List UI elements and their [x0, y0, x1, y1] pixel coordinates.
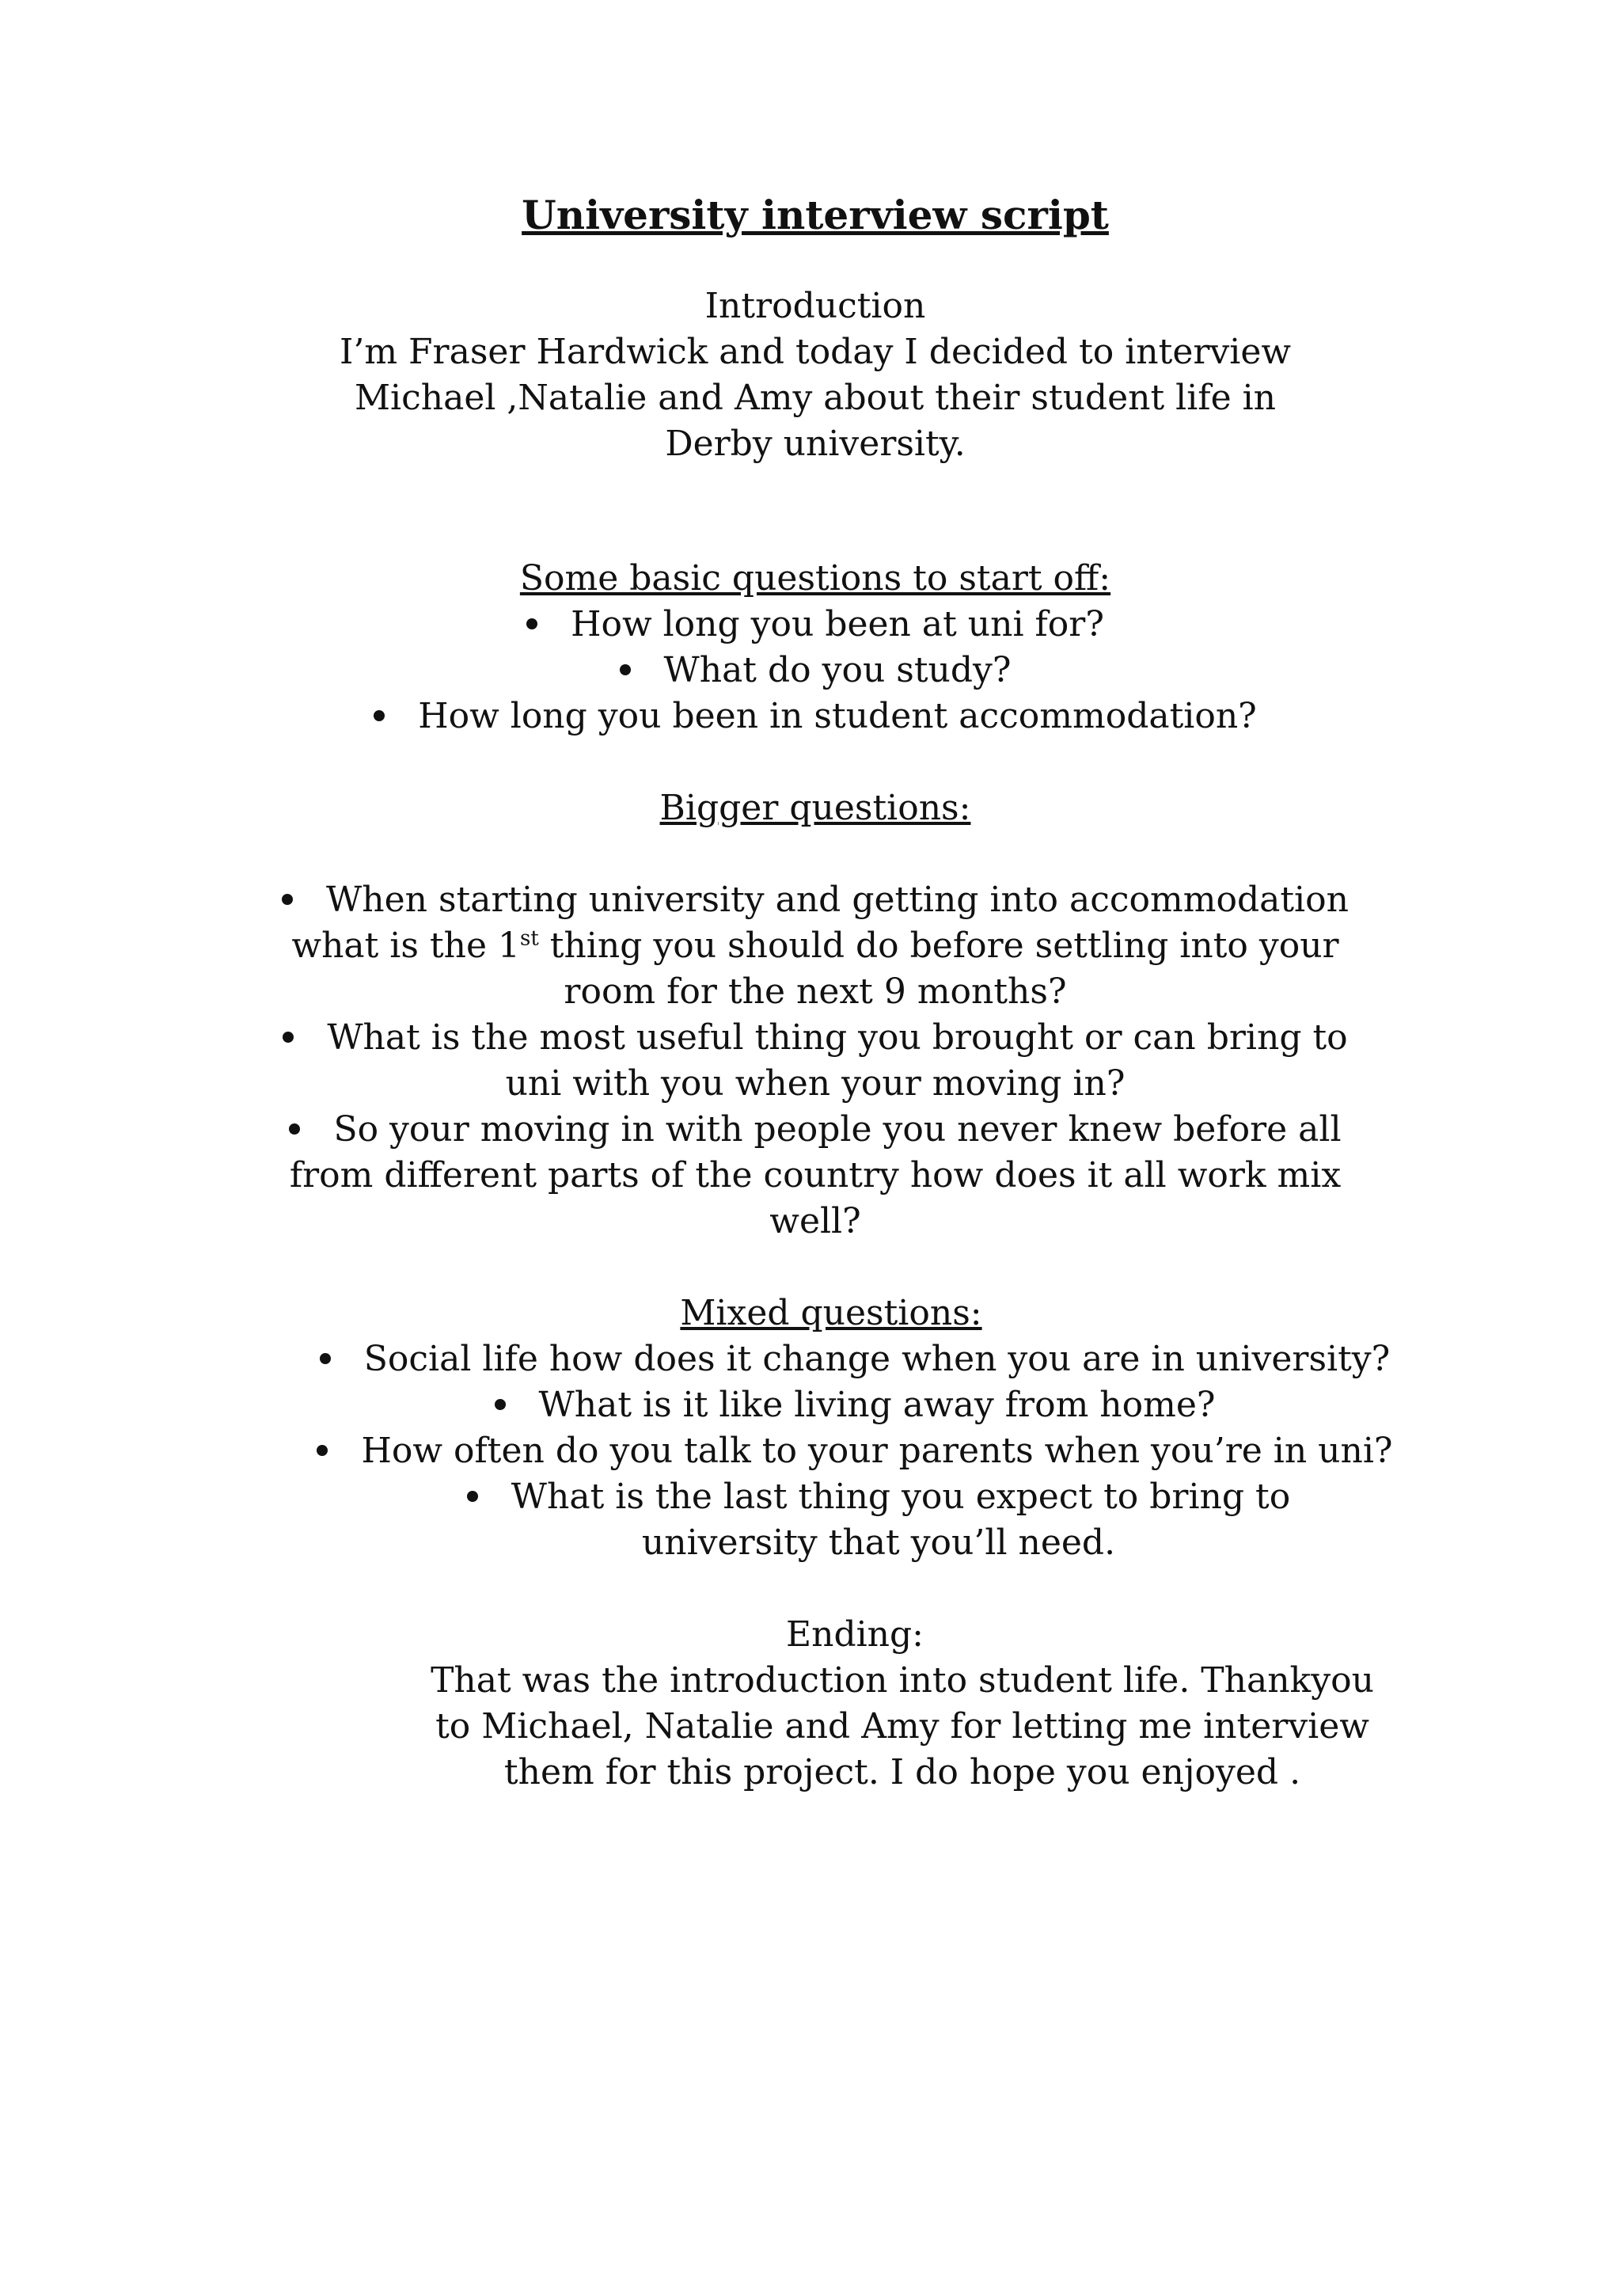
ending-text: That was the introduction into student life. Thankyou to Michael, Natalie and Amy for letting me interview them for this project. I do hope you enjoyed .: [431, 1660, 1374, 1792]
list-item: [206, 1107, 1425, 1245]
mixed-question-1: Social life how does it change when you are in university?: [363, 1339, 1391, 1379]
ending-heading: Ending:: [785, 1614, 924, 1655]
bullet-icon: [467, 1491, 478, 1502]
bullet-icon: [374, 710, 385, 721]
basic-question-1: How long you been at uni for?: [571, 604, 1104, 644]
bigger-question-1-superscript: st: [519, 926, 539, 951]
list-item: [285, 1428, 1425, 1474]
bigger-question-1-part-a: When starting university and getting into accommodation what is the 1: [291, 880, 1349, 966]
bigger-questions-heading: Bigger questions:: [659, 788, 971, 828]
mixed-question-4: What is the last thing you expect to bring to university that you’ll need.: [511, 1477, 1291, 1563]
list-item: [206, 877, 1425, 1015]
basic-question-3: How long you been in student accommodation?: [418, 696, 1257, 736]
bigger-question-3: So your moving in with people you never knew before all from different parts of the country how does it all work mix well?: [289, 1109, 1342, 1241]
bigger-question-2: What is the most useful thing you brought or can bring to uni with you when your moving in?: [327, 1017, 1348, 1104]
bullet-icon: [526, 618, 537, 629]
list-item: [285, 1382, 1425, 1428]
bigger-question-1: [291, 880, 1349, 1012]
intro-heading: Introduction: [704, 286, 926, 326]
list-item: [206, 694, 1425, 739]
list-item: [206, 1015, 1425, 1107]
mixed-questions-heading: Mixed questions:: [680, 1293, 982, 1333]
list-item: [285, 1474, 1425, 1566]
bullet-icon: [289, 1123, 300, 1135]
bullet-icon: [282, 894, 293, 905]
basic-questions-list: [206, 602, 1425, 739]
list-item: [285, 1336, 1425, 1382]
bullet-icon: [320, 1353, 331, 1364]
document-title: University interview script: [522, 192, 1109, 238]
mixed-question-2: What is it like living away from home?: [538, 1385, 1216, 1425]
bullet-icon: [317, 1445, 328, 1456]
mixed-question-3: How often do you talk to your parents when you’re in uni?: [361, 1431, 1393, 1471]
intro-text: I’m Fraser Hardwick and today I decided to interview Michael ,Natalie and Amy about their student life in Derby university.: [339, 332, 1292, 464]
bullet-icon: [495, 1399, 506, 1410]
document-content: [206, 190, 1425, 1796]
bigger-questions-list: [206, 877, 1425, 1245]
mixed-questions-list: [206, 1336, 1425, 1566]
bigger-question-1-part-b: thing you should do before settling into your room for the next 9 months?: [538, 926, 1339, 1012]
bullet-icon: [283, 1032, 294, 1043]
basic-question-2: What do you study?: [663, 650, 1012, 690]
basic-questions-heading: Some basic questions to start off:: [519, 558, 1111, 599]
list-item: [206, 648, 1425, 694]
list-item: [206, 602, 1425, 648]
bullet-icon: [620, 664, 631, 675]
